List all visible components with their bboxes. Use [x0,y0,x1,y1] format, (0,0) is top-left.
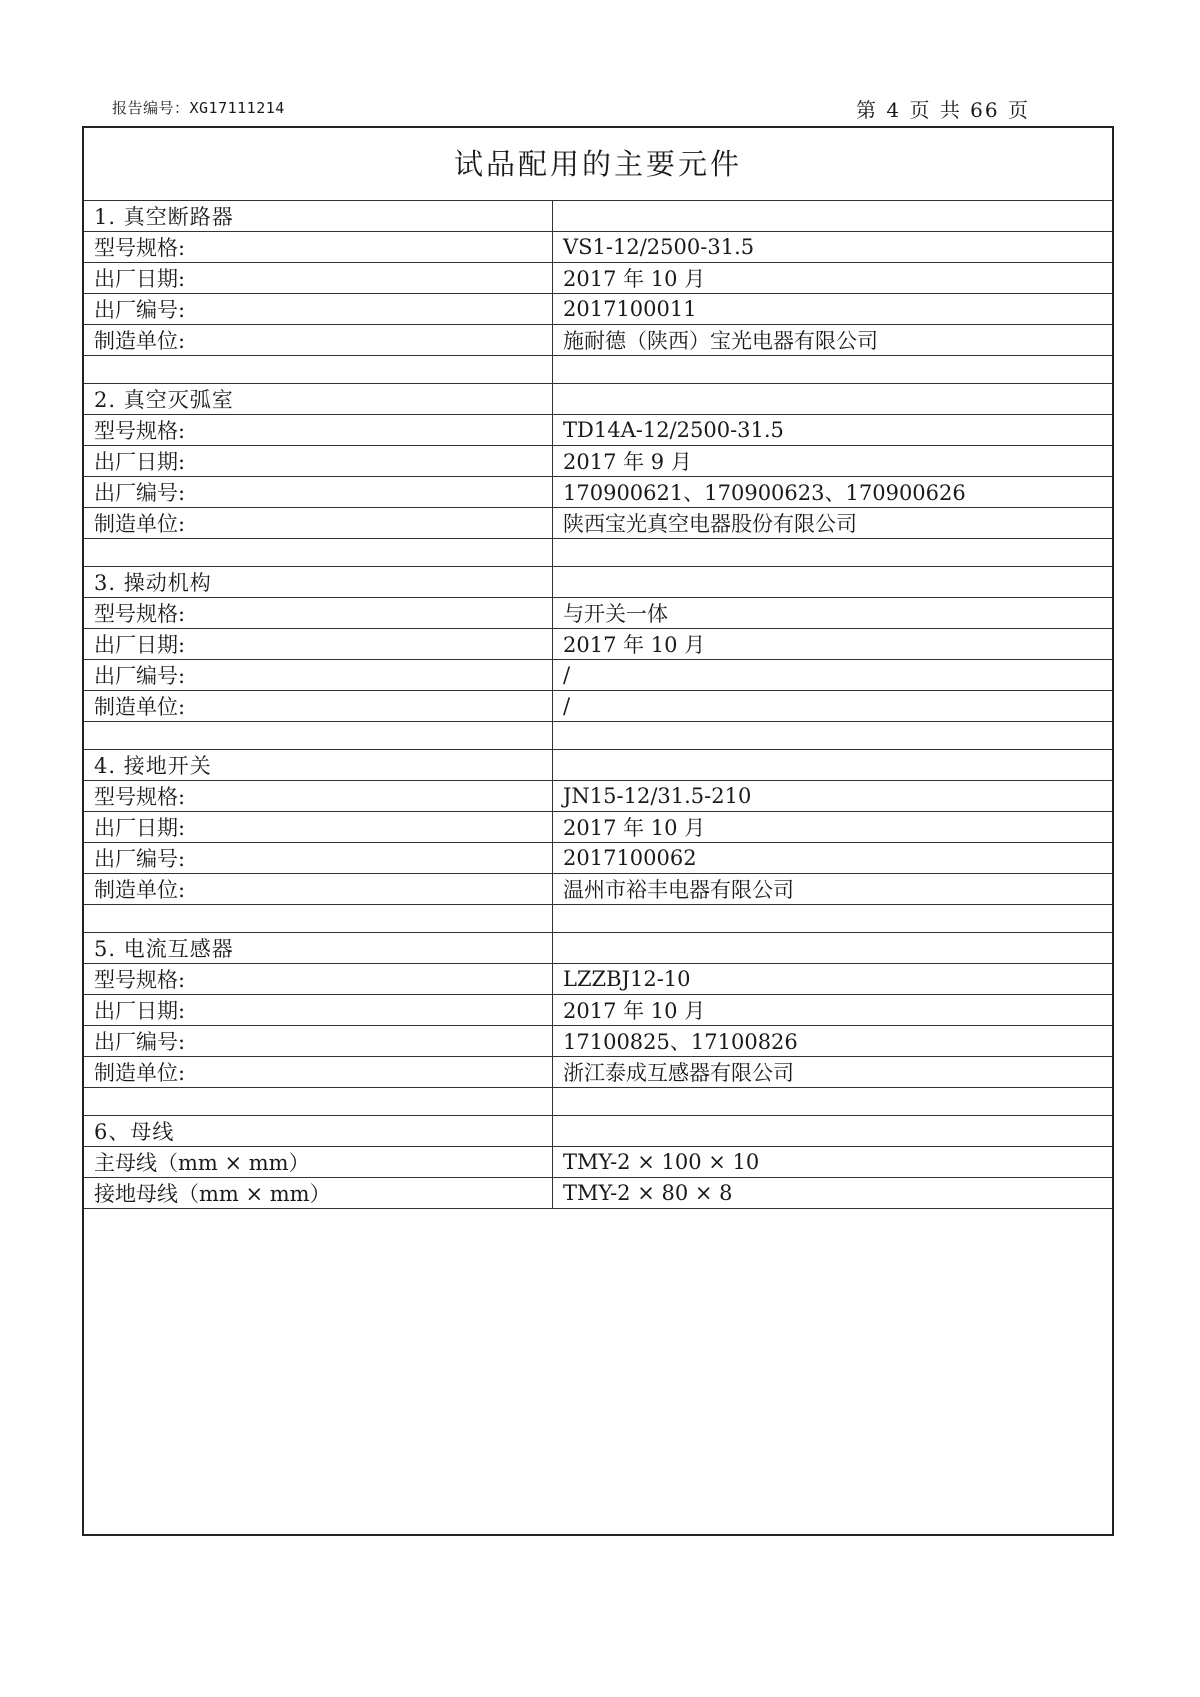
components-table [84,201,1112,1209]
row-value: 2017 年 10 月 [553,629,1113,660]
table-row [84,1026,1112,1057]
row-value: 170900621、170900623、170900626 [553,477,1113,508]
row-label: 制造单位: [84,508,553,539]
row-label: 型号规格: [84,964,553,995]
row-value: 2017 年 9 月 [553,446,1113,477]
row-label: 出厂编号: [84,843,553,874]
table-row [84,995,1112,1026]
empty-cell [553,539,1113,567]
row-value: 施耐德（陕西）宝光电器有限公司 [553,325,1113,356]
empty-cell [553,933,1113,964]
table-row [84,325,1112,356]
report-number: 报告编号：XG17111214 [112,99,285,117]
row-value: VS1-12/2500-31.5 [553,232,1113,263]
section-heading-row [84,750,1112,781]
empty-cell [553,567,1113,598]
row-label: 制造单位: [84,325,553,356]
table-row [84,629,1112,660]
row-label: 型号规格: [84,598,553,629]
row-value: TD14A-12/2500-31.5 [553,415,1113,446]
section-heading-row [84,384,1112,415]
row-label: 制造单位: [84,1057,553,1088]
row-label: 出厂日期: [84,995,553,1026]
section-heading: 3. 操动机构 [84,567,553,598]
table-row [84,874,1112,905]
spacer-row [84,905,1112,933]
empty-cell [553,1088,1113,1116]
section-heading-row [84,201,1112,232]
row-value: / [553,660,1113,691]
table-row [84,508,1112,539]
table-row [84,263,1112,294]
row-label: 出厂编号: [84,294,553,325]
page-indicator: 第 4 页 共 66 页 [856,98,1030,122]
row-label: 接地母线（mm × mm） [84,1178,553,1209]
row-value: TMY-2 × 100 × 10 [553,1147,1113,1178]
empty-cell [84,539,553,567]
empty-cell [84,356,553,384]
row-value: 2017 年 10 月 [553,263,1113,294]
row-value: LZZBJ12-10 [553,964,1113,995]
section-heading-row [84,567,1112,598]
section-heading: 5. 电流互感器 [84,933,553,964]
table-row [84,415,1112,446]
table-row [84,294,1112,325]
empty-cell [553,1116,1113,1147]
row-label: 制造单位: [84,874,553,905]
table-row [84,1147,1112,1178]
row-label: 出厂日期: [84,812,553,843]
spacer-row [84,356,1112,384]
row-value: 17100825、17100826 [553,1026,1113,1057]
table-row [84,781,1112,812]
empty-cell [84,722,553,750]
row-value: TMY-2 × 80 × 8 [553,1178,1113,1209]
row-label: 出厂日期: [84,263,553,294]
row-value: 2017 年 10 月 [553,995,1113,1026]
empty-cell [553,201,1113,232]
row-value: 温州市裕丰电器有限公司 [553,874,1113,905]
row-label: 出厂编号: [84,477,553,508]
section-heading: 2. 真空灭弧室 [84,384,553,415]
empty-cell [553,905,1113,933]
row-label: 出厂编号: [84,660,553,691]
table-title: 试品配用的主要元件 [84,128,1112,201]
empty-cell [84,1088,553,1116]
row-label: 主母线（mm × mm） [84,1147,553,1178]
table-row [84,1178,1112,1209]
table-row [84,477,1112,508]
row-label: 型号规格: [84,232,553,263]
empty-cell [553,722,1113,750]
row-value: 浙江泰成互感器有限公司 [553,1057,1113,1088]
row-value: 陕西宝光真空电器股份有限公司 [553,508,1113,539]
empty-cell [84,905,553,933]
spacer-row [84,1088,1112,1116]
table-row [84,598,1112,629]
empty-cell [553,356,1113,384]
table-row [84,446,1112,477]
empty-cell [553,750,1113,781]
table-row [84,660,1112,691]
table-row [84,691,1112,722]
row-label: 出厂日期: [84,629,553,660]
empty-cell [553,384,1113,415]
section-heading: 1. 真空断路器 [84,201,553,232]
row-label: 出厂日期: [84,446,553,477]
row-value: JN15-12/31.5-210 [553,781,1113,812]
row-label: 出厂编号: [84,1026,553,1057]
row-label: 制造单位: [84,691,553,722]
table-row [84,812,1112,843]
row-value: / [553,691,1113,722]
row-value: 2017 年 10 月 [553,812,1113,843]
section-heading-row [84,1116,1112,1147]
row-value: 2017100011 [553,294,1113,325]
section-heading: 4. 接地开关 [84,750,553,781]
section-heading-row [84,933,1112,964]
component-table-frame [82,126,1114,1536]
row-value: 2017100062 [553,843,1113,874]
table-row [84,843,1112,874]
spacer-row [84,539,1112,567]
table-row [84,232,1112,263]
row-value: 与开关一体 [553,598,1113,629]
table-row [84,1057,1112,1088]
section-heading: 6、母线 [84,1116,553,1147]
table-row [84,964,1112,995]
row-label: 型号规格: [84,415,553,446]
row-label: 型号规格: [84,781,553,812]
spacer-row [84,722,1112,750]
